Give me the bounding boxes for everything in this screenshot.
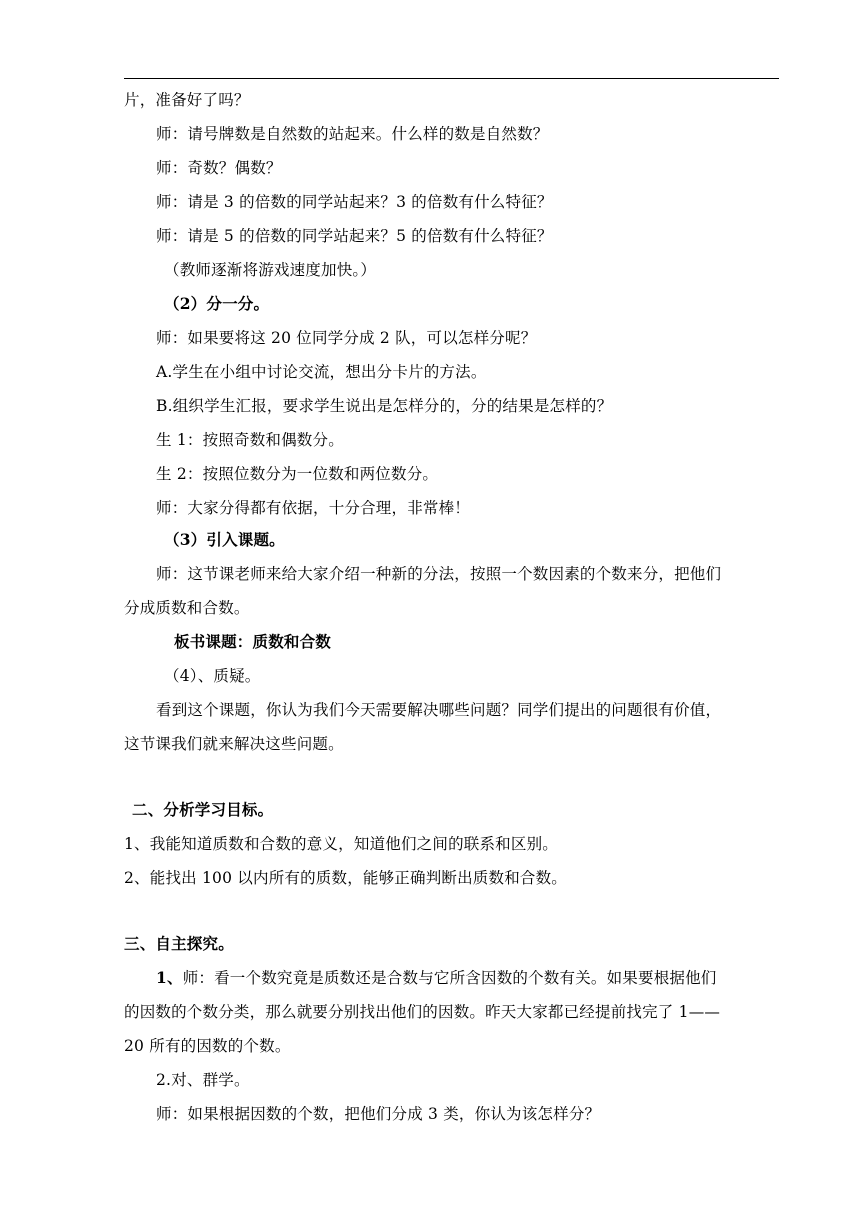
text-line: 师：请号牌数是自然数的站起来。什么样的数是自然数？ — [156, 125, 549, 143]
text-line: 师：如果根据因数的个数，把他们分成 3 类，你认为该怎样分？ — [156, 1105, 601, 1123]
text-line: A.学生在小组中讨论交流，想出分卡片的方法。 — [156, 363, 487, 381]
text-line: 生 2：按照位数分为一位数和两位数分。 — [156, 465, 439, 483]
text-line: 师：奇数？偶数？ — [156, 159, 282, 177]
section-heading: 二、分析学习目标。 — [132, 800, 274, 819]
text-line: 片，准备好了吗？ — [124, 91, 250, 109]
text-line: 2、能找出 100 以内所有的质数，能够正确判断出质数和合数。 — [124, 869, 568, 887]
text-line: 师：请是 5 的倍数的同学站起来？5 的倍数有什么特征？ — [156, 227, 553, 245]
text-line: 1、我能知道质数和合数的意义，知道他们之间的联系和区别。 — [124, 835, 558, 853]
text-line: 这节课我们就来解决这些问题。 — [124, 735, 344, 753]
text-line: 2.对、群学。 — [156, 1071, 250, 1089]
text-line: 的因数的个数分类，那么就要分别找出他们的因数。昨天大家都已经提前找完了 1—— — [124, 1003, 721, 1021]
text-line: （4）、质疑。 — [164, 667, 261, 685]
text-line: 师：请是 3 的倍数的同学站起来？3 的倍数有什么特征？ — [156, 193, 553, 211]
text-line: 师：大家分得都有依据，十分合理，非常棒！ — [156, 499, 471, 517]
text-line: 20 所有的因数的个数。 — [124, 1037, 291, 1055]
text-line: 师：这节课老师来给大家介绍一种新的分法，按照一个数因素的个数来分，把他们 — [156, 565, 722, 583]
text-line: （教师逐渐将游戏速度加快。） — [164, 261, 377, 279]
header-rule — [124, 78, 779, 79]
text-line: 分成质数和合数。 — [124, 599, 250, 617]
board-title: 板书课题：质数和合数 — [174, 632, 332, 651]
text-line: 生 1：按照奇数和偶数分。 — [156, 431, 344, 449]
item-text: 师：看一个数究竟是质数还是合数与它所含因数的个数有关。如果要根据他们 — [182, 969, 717, 987]
subheading: （2）分一分。 — [164, 294, 270, 313]
text-line: 看到这个课题，你认为我们今天需要解决哪些问题？同学们提出的问题很有价值， — [156, 701, 722, 719]
text-line: 师：如果要将这 20 位同学分成 2 队，可以怎样分呢？ — [156, 329, 537, 347]
text-line: B.组织学生汇报，要求学生说出是怎样分的，分的结果是怎样的？ — [156, 397, 613, 415]
text-line — [156, 968, 717, 988]
item-number: 1、 — [156, 968, 183, 987]
section-heading: 三、自主探究。 — [124, 934, 234, 953]
subheading: （3）引入课题。 — [164, 530, 285, 549]
